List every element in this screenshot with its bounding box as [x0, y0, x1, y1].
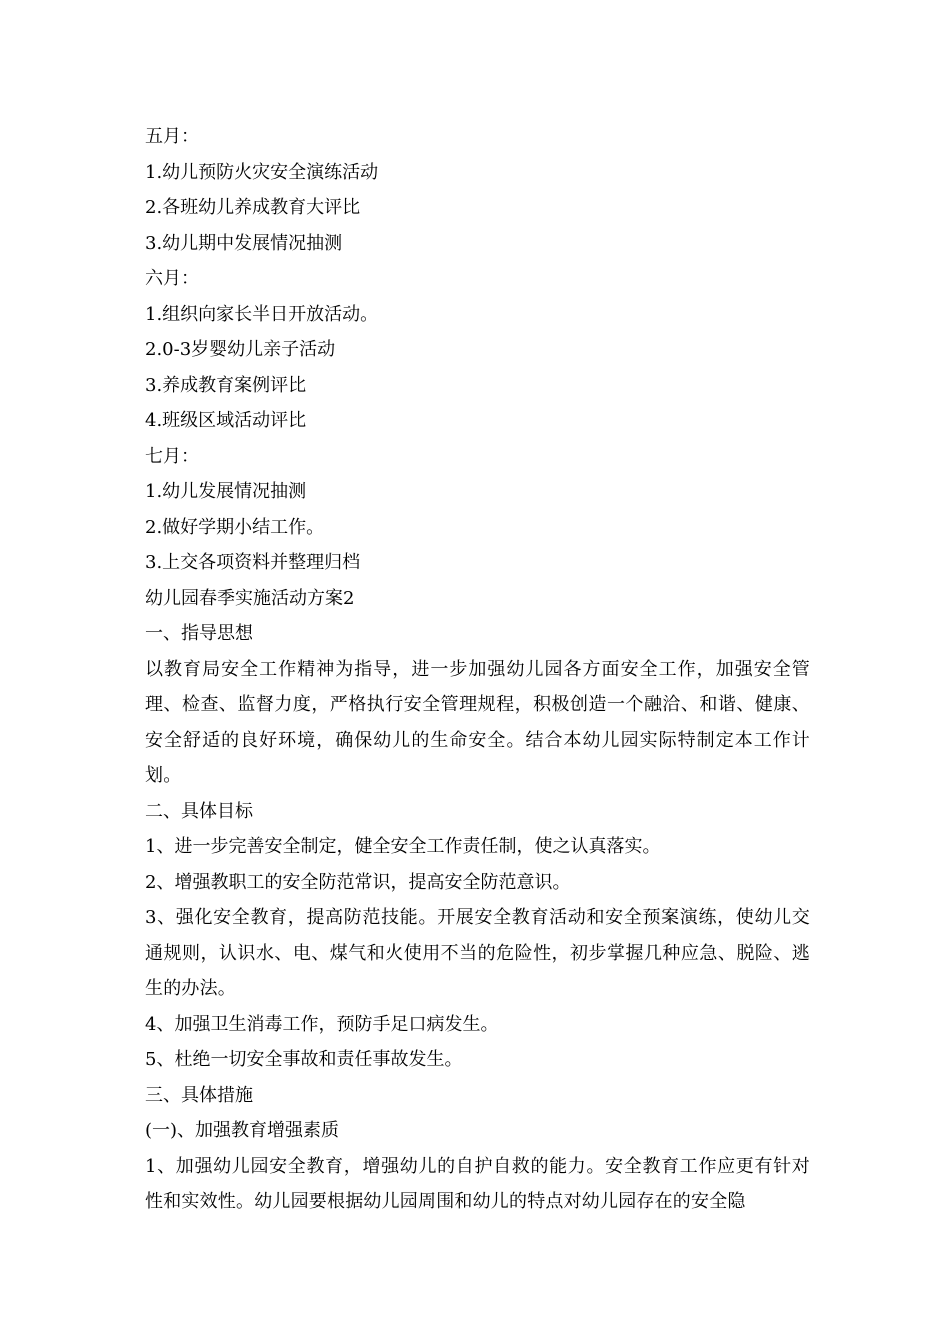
goal-item: 1、进一步完善安全制定，健全安全工作责任制，使之认真落实。	[145, 836, 661, 857]
list-item: 1.幼儿预防火灾安全演练活动	[145, 161, 379, 183]
paragraph-measure: 1、加强幼儿园安全教育，增强幼儿的自护自救的能力。安全教育工作应更有针对性和实效性。幼儿园要根据幼儿园周围和幼儿的特点对幼儿园存在的安全隐	[145, 1155, 810, 1212]
paragraph-guiding-ideology: 以教育局安全工作精神为指导，进一步加强幼儿园各方面安全工作，加强安全管理、检查、监督力度，严格执行安全管理规程，积极创造一个融洽、和谐、健康、安全舒适的良好环境，确保幼儿的生命安全。结合本幼儿园实际特制定本工作计划。	[145, 658, 810, 786]
heading-guiding-ideology: 一、指导思想	[145, 623, 253, 644]
subheading-education: (一)、加强教育增强素质	[145, 1120, 340, 1141]
list-item: 1.组织向家长半日开放活动。	[145, 303, 379, 325]
heading-july: 七月：	[145, 445, 199, 467]
heading-may: 五月：	[145, 126, 199, 147]
heading-june: 六月：	[145, 268, 199, 289]
goal-item: 3、强化安全教育，提高防范技能。开展安全教育活动和安全预案演练，使幼儿交通规则，认识水、电、煤气和火使用不当的危险性，初步掌握几种应急、脱险、逃生的办法。	[145, 907, 810, 999]
list-item: 3.幼儿期中发展情况抽测	[145, 232, 343, 254]
section-title: 幼儿园春季实施活动方案2	[145, 587, 355, 609]
heading-specific-measures: 三、具体措施	[145, 1084, 253, 1106]
goal-item: 4、加强卫生消毒工作，预防手足口病发生。	[145, 1013, 499, 1035]
list-item: 3.养成教育案例评比	[145, 374, 307, 396]
document-body	[145, 119, 810, 1220]
list-item: 2.各班幼儿养成教育大评比	[145, 197, 361, 218]
list-item: 1.幼儿发展情况抽测	[145, 481, 307, 502]
list-item: 2.0-3岁婴幼儿亲子活动	[145, 339, 336, 360]
heading-specific-goals: 二、具体目标	[145, 800, 253, 822]
list-item: 3.上交各项资料并整理归档	[145, 552, 361, 573]
goal-item: 5、杜绝一切安全事故和责任事故发生。	[145, 1049, 463, 1070]
goal-item: 2、增强教职工的安全防范常识，提高安全防范意识。	[145, 871, 571, 893]
list-item: 4.班级区域活动评比	[145, 410, 307, 431]
list-item: 2.做好学期小结工作。	[145, 516, 325, 538]
